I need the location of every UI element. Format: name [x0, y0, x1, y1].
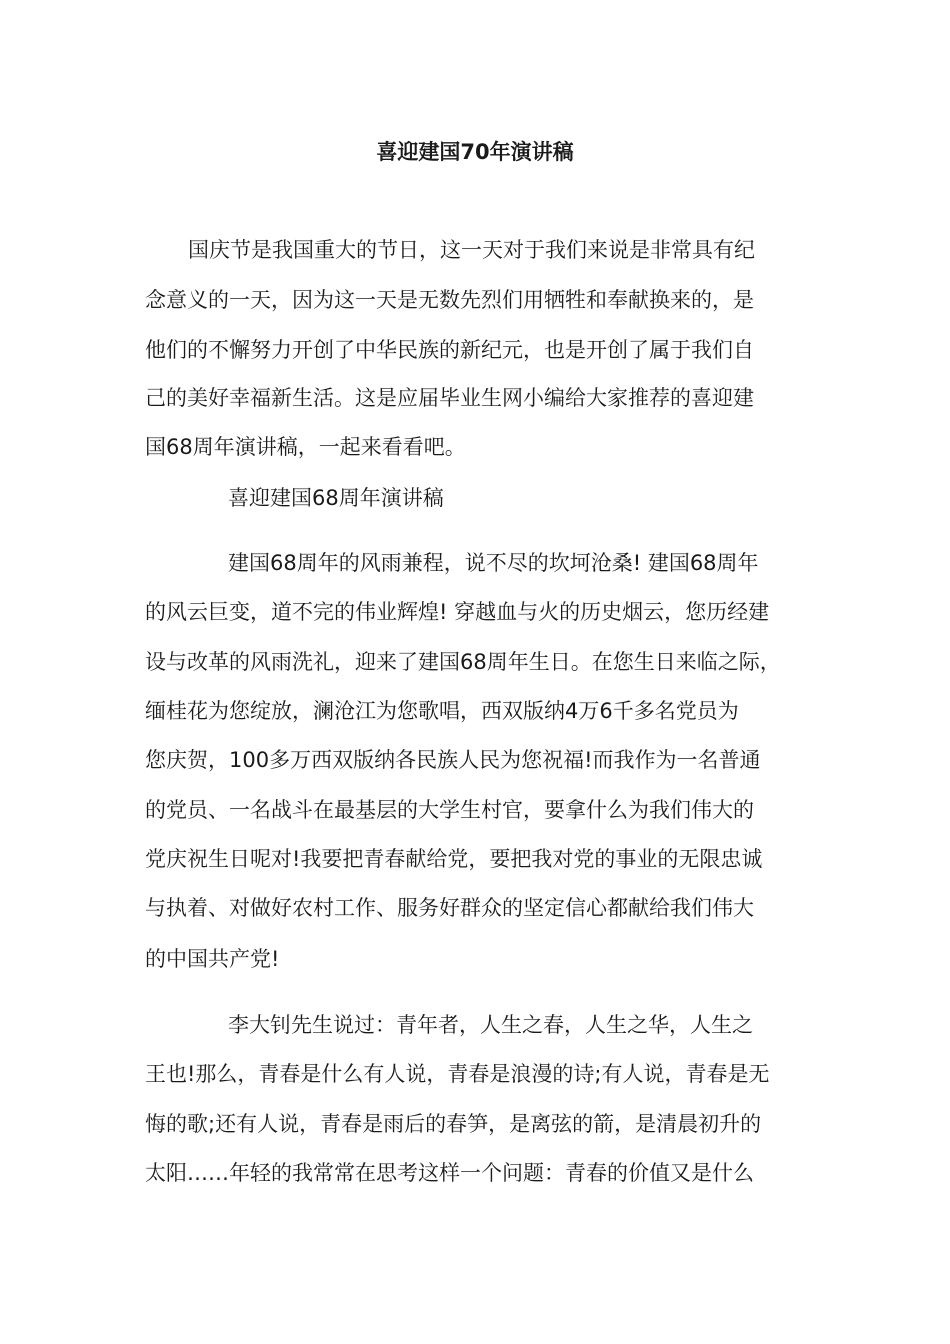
paragraph-line: 太阳……年轻的我常常在思考这样一个问题：青春的价值又是什么 [145, 1161, 754, 1185]
paragraph-line: 与执着、对做好农村工作、服务好群众的坚定信心都献给我们伟大 [145, 896, 754, 920]
paragraph-line: 的中国共产党! [145, 947, 280, 971]
paragraph-line: 国68周年演讲稿，一起来看看吧。 [145, 435, 466, 459]
paragraph-line: 国庆节是我国重大的节日，这一天对于我们来说是非常具有纪 [188, 238, 755, 262]
paragraph-line: 念意义的一天，因为这一天是无数先烈们用牺牲和奉献换来的，是 [145, 288, 754, 312]
paragraph-line: 悔的歌;还有人说，青春是雨后的春笋，是离弦的箭，是清晨初升的 [145, 1112, 762, 1136]
paragraph-line: 己的美好幸福新生活。这是应届毕业生网小编给大家推荐的喜迎建 [145, 386, 754, 410]
paragraph-line: 设与改革的风雨洗礼，迎来了建国68周年生日。在您生日来临之际， [145, 650, 781, 674]
paragraph-line: 缅桂花为您绽放，澜沧江为您歌唱，西双版纳4万6千多名党员为 [145, 699, 739, 723]
document-title: 喜迎建国70年演讲稿 [376, 140, 574, 164]
paragraph-line: 他们的不懈努力开创了中华民族的新纪元，也是开创了属于我们自 [145, 338, 754, 362]
paragraph-line: 李大钊先生说过：青年者，人生之春，人生之华，人生之 [228, 1013, 753, 1037]
paragraph-line: 王也!那么，青春是什么有人说，青春是浪漫的诗;有人说，青春是无 [145, 1062, 770, 1086]
paragraph-line: 的党员、一名战斗在最基层的大学生村官，要拿什么为我们伟大的 [145, 798, 754, 822]
section-heading: 喜迎建国68周年演讲稿 [228, 486, 444, 510]
paragraph-line: 建国68周年的风雨兼程，说不尽的坎坷沧桑! 建国68周年 [228, 551, 759, 575]
paragraph-line: 党庆祝生日呢对!我要把青春献给党，要把我对党的事业的无限忠诚 [145, 847, 763, 871]
paragraph-line: 的风云巨变，道不完的伟业辉煌! 穿越血与火的历史烟云，您历经建 [145, 600, 770, 624]
paragraph-line: 您庆贺，100多万西双版纳各民族人民为您祝福!而我作为一名普通 [145, 748, 761, 772]
